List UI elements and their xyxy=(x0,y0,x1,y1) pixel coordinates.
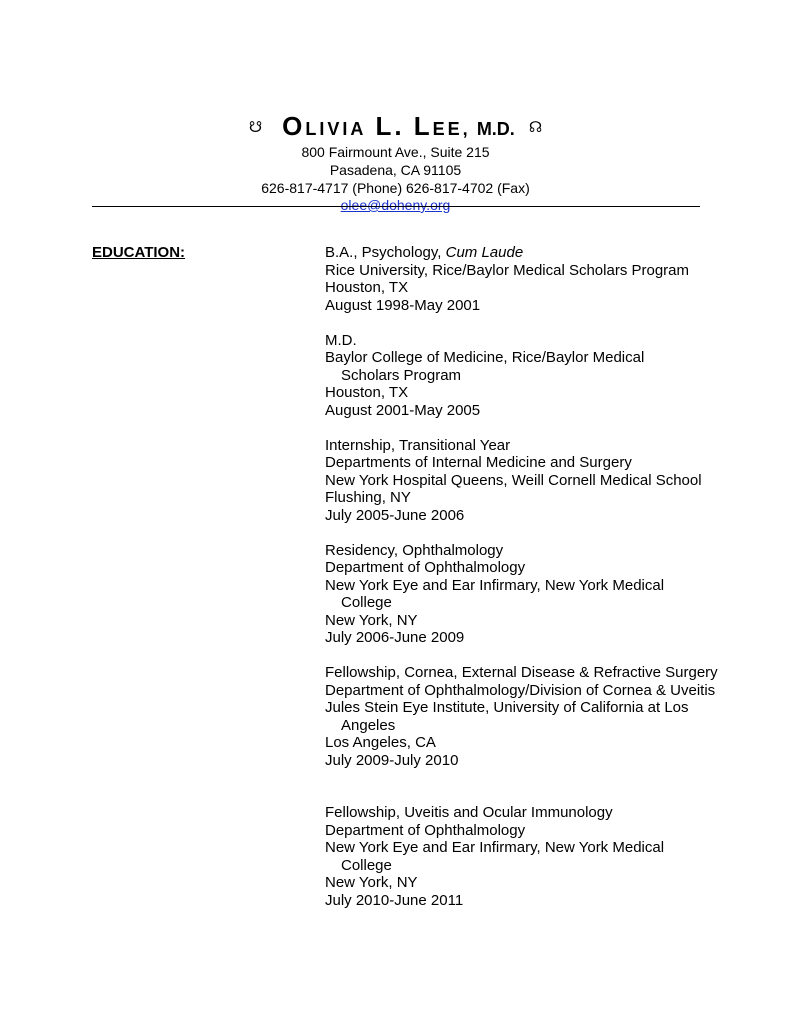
entry-degree: Residency, Ophthalmology xyxy=(325,541,504,559)
entry-dates: August 2001-May 2005 xyxy=(325,401,481,419)
entry-degree: Fellowship, Uveitis and Ocular Immunology xyxy=(325,804,613,821)
entry-department: Department of Ophthalmology xyxy=(325,821,526,839)
entry-department: Departments of Internal Medicine and Surgery xyxy=(325,454,632,471)
entry-location: Houston, TX xyxy=(325,384,409,401)
entry-institution: New York Hospital Queens, Weill Cornell Medical School xyxy=(325,471,702,489)
entry-department: Department of Ophthalmology xyxy=(325,559,526,576)
entry-location: New York, NY xyxy=(325,611,418,629)
resume-header xyxy=(0,112,791,214)
entry-institution: New York Eye and Ear Infirmary, New York Medical xyxy=(325,839,665,856)
phone-fax-line: 626-817-4717 (Phone) 626-817-4702 (Fax) xyxy=(261,180,530,196)
education-entry xyxy=(325,332,765,420)
entry-institution-continued: Angeles xyxy=(341,716,396,734)
entry-dates: July 2009-July 2010 xyxy=(325,751,459,769)
credential: M.D. xyxy=(476,119,515,139)
entry-institution: New York Eye and Ear Infirmary, New York Medical xyxy=(325,576,665,594)
entry-institution: Rice University, Rice/Baylor Medical Scholars Program xyxy=(325,261,689,279)
entry-institution-continued: College xyxy=(341,856,392,874)
entry-location: Flushing, NY xyxy=(325,489,411,506)
education-entry xyxy=(325,244,765,314)
ornament-left-icon: ☋ xyxy=(248,119,263,136)
header-divider xyxy=(92,206,700,207)
entry-dates: July 2006-June 2009 xyxy=(325,629,465,646)
email-link[interactable]: olee@doheny.org xyxy=(340,197,451,213)
entry-degree: B.A., Psychology, Cum Laude xyxy=(325,244,524,261)
education-entry xyxy=(325,664,765,769)
entry-dates: July 2005-June 2006 xyxy=(325,506,465,524)
doctor-name: OLIVIA L. LEE, xyxy=(282,111,471,141)
entry-institution-continued: Scholars Program xyxy=(341,366,462,384)
entry-institution-continued: College xyxy=(341,594,392,611)
entry-location: Los Angeles, CA xyxy=(325,734,436,751)
entry-institution: Baylor College of Medicine, Rice/Baylor Medical xyxy=(325,349,645,366)
entry-degree: M.D. xyxy=(325,331,357,349)
education-entry xyxy=(325,804,765,909)
address-line-2: Pasadena, CA 91105 xyxy=(329,162,462,178)
entry-department: Department of Ophthalmology/Division of Cornea & Uveitis xyxy=(325,681,716,699)
entry-degree: Internship, Transitional Year xyxy=(325,436,511,454)
entry-location: Houston, TX xyxy=(325,279,409,296)
entry-honors: Cum Laude xyxy=(445,244,524,261)
education-heading: EDUCATION: xyxy=(92,244,186,261)
entry-institution: Jules Stein Eye Institute, University of California at Los xyxy=(325,699,689,716)
name-line xyxy=(0,112,791,143)
ornament-right-icon: ☊ xyxy=(528,119,543,136)
education-entry xyxy=(325,542,765,647)
education-list xyxy=(325,244,765,909)
entry-location: New York, NY xyxy=(325,874,418,891)
entry-degree: Fellowship, Cornea, External Disease & Refractive Surgery xyxy=(325,664,718,681)
entry-dates: July 2010-June 2011 xyxy=(325,891,464,909)
address-line-1: 800 Fairmount Ave., Suite 215 xyxy=(301,144,490,160)
entry-dates: August 1998-May 2001 xyxy=(325,296,481,314)
education-entry xyxy=(325,437,765,525)
